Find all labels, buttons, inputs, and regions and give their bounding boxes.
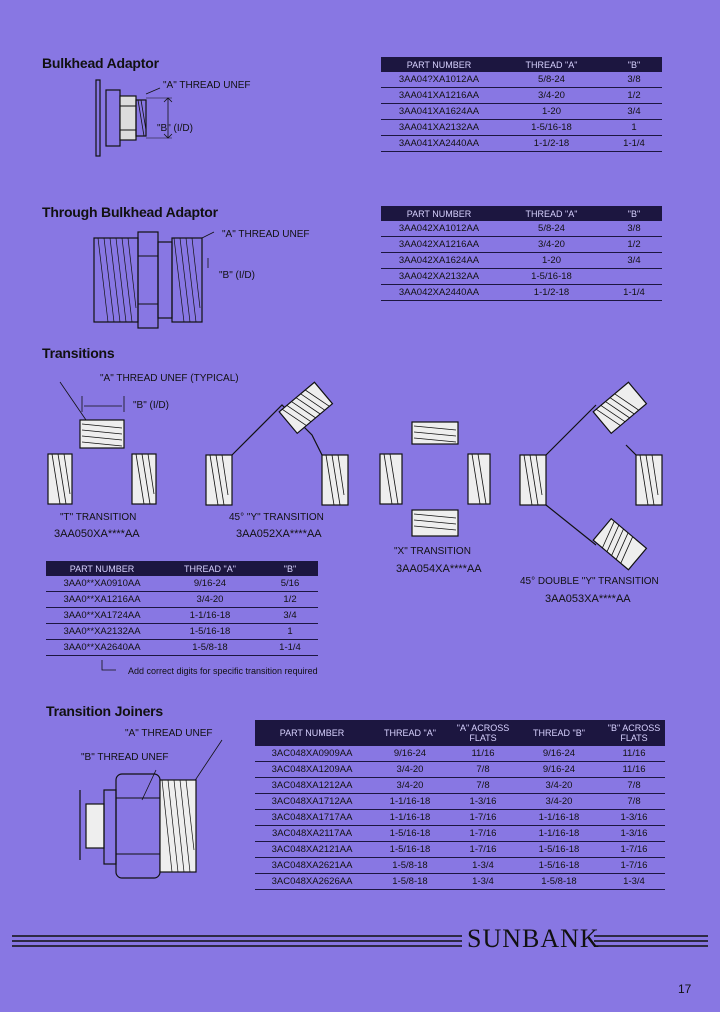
- table-row: [381, 221, 662, 237]
- table-cell: 1-1/4: [606, 136, 662, 152]
- table-cell: 1-1/4: [262, 640, 318, 656]
- table-cell: 11/16: [603, 746, 665, 762]
- table-cell: 3AA042XA1216AA: [381, 237, 497, 253]
- table-cell: 3AC048XA1717AA: [255, 810, 369, 826]
- table-header: THREAD "B": [515, 720, 603, 746]
- bulkhead-label-a: "A" THREAD UNEF: [163, 80, 251, 91]
- transitions-title: Transitions: [42, 345, 115, 361]
- table-cell: 3AA041XA2132AA: [381, 120, 497, 136]
- table-cell: 1-1/16-18: [369, 794, 451, 810]
- transitions-table: [46, 561, 318, 656]
- table-cell: 3/8: [606, 72, 662, 88]
- transitions-label-a: "A" THREAD UNEF (TYPICAL): [100, 373, 239, 384]
- table-cell: 1-3/16: [451, 794, 515, 810]
- bulkhead-label-b: "B" (I/D): [157, 123, 193, 134]
- table-row: [255, 762, 665, 778]
- x-transition-name: "X" TRANSITION: [394, 546, 471, 557]
- x-transition-part: 3AA054XA****AA: [396, 563, 482, 575]
- y-transition-name: 45° "Y" TRANSITION: [229, 512, 324, 523]
- table-cell: 3AA04?XA1012AA: [381, 72, 497, 88]
- table-cell: 1-3/4: [451, 858, 515, 874]
- table-row: [381, 120, 662, 136]
- table-cell: 3/4-20: [497, 237, 606, 253]
- x-transition-drawing: [378, 420, 498, 545]
- table-cell: 1-5/16-18: [497, 269, 606, 285]
- table-cell: 3/4: [606, 104, 662, 120]
- table-cell: 3/4-20: [369, 778, 451, 794]
- through-bulkhead-label-a: "A" THREAD UNEF: [222, 229, 310, 240]
- double-y-transition-drawing: [516, 385, 666, 575]
- table-row: [255, 858, 665, 874]
- table-cell: 11/16: [603, 762, 665, 778]
- table-header: "B": [606, 206, 662, 221]
- table-cell: 1-1/2-18: [497, 285, 606, 301]
- table-cell: 1-7/16: [451, 826, 515, 842]
- table-cell: 1-5/8-18: [369, 858, 451, 874]
- table-cell: 5/16: [262, 576, 318, 592]
- table-row: [46, 640, 318, 656]
- table-cell: 7/8: [603, 778, 665, 794]
- table-row: [381, 72, 662, 88]
- table-cell: 3AC048XA1209AA: [255, 762, 369, 778]
- table-cell: 1-5/16-18: [369, 842, 451, 858]
- table-cell: 1-1/4: [606, 285, 662, 301]
- table-cell: 1-5/16-18: [515, 858, 603, 874]
- transitions-note: Add correct digits for specific transition required: [128, 666, 318, 676]
- y-transition-part: 3AA052XA****AA: [236, 528, 322, 540]
- table-cell: 3AA041XA1216AA: [381, 88, 497, 104]
- table-cell: 9/16-24: [515, 762, 603, 778]
- table-header: PART NUMBER: [381, 57, 497, 72]
- table-header: THREAD "A": [369, 720, 451, 746]
- table-row: [46, 624, 318, 640]
- table-cell: 1-5/8-18: [158, 640, 262, 656]
- table-cell: 3AC048XA2621AA: [255, 858, 369, 874]
- y-transition-drawing: [202, 385, 352, 510]
- table-cell: 3/4: [262, 608, 318, 624]
- table-row: [255, 874, 665, 890]
- table-cell: 7/8: [451, 778, 515, 794]
- t-transition-name: "T" TRANSITION: [60, 512, 137, 523]
- t-transition-part: 3AA050XA****AA: [54, 528, 140, 540]
- table-cell: 1-7/16: [603, 858, 665, 874]
- table-cell: 1-5/16-18: [515, 842, 603, 858]
- table-cell: 1-1/16-18: [515, 810, 603, 826]
- table-cell: 3/4-20: [369, 762, 451, 778]
- table-row: [381, 253, 662, 269]
- table-cell: 1: [262, 624, 318, 640]
- table-row: [255, 810, 665, 826]
- table-row: [255, 826, 665, 842]
- table-cell: 1-1/2-18: [497, 136, 606, 152]
- table-cell: 1-3/4: [451, 874, 515, 890]
- table-cell: 3AA0**XA2132AA: [46, 624, 158, 640]
- table-cell: 1-5/8-18: [515, 874, 603, 890]
- table-row: [255, 794, 665, 810]
- table-header: "B": [262, 561, 318, 576]
- table-row: [255, 746, 665, 762]
- through-bulkhead-drawing: [90, 228, 220, 338]
- table-cell: 5/8-24: [497, 221, 606, 237]
- table-cell: 1-1/16-18: [369, 810, 451, 826]
- joiners-title: Transition Joiners: [46, 703, 163, 719]
- table-row: [381, 104, 662, 120]
- table-row: [381, 237, 662, 253]
- table-cell: 3AA042XA1624AA: [381, 253, 497, 269]
- table-cell: 1-1/16-18: [158, 608, 262, 624]
- table-cell: 3AA042XA2440AA: [381, 285, 497, 301]
- table-row: [381, 269, 662, 285]
- bulkhead-table: [381, 57, 662, 152]
- table-cell: 9/16-24: [369, 746, 451, 762]
- table-row: [381, 88, 662, 104]
- table-cell: 1: [606, 120, 662, 136]
- table-cell: 3/4-20: [515, 778, 603, 794]
- table-header: THREAD "A": [497, 206, 606, 221]
- table-cell: 1-3/16: [603, 810, 665, 826]
- table-cell: 7/8: [451, 762, 515, 778]
- table-cell: 3AA0**XA2640AA: [46, 640, 158, 656]
- table-header: "B" ACROSS FLATS: [603, 720, 665, 746]
- note-arrow-icon: [100, 660, 120, 674]
- table-cell: 1-5/8-18: [369, 874, 451, 890]
- through-bulkhead-table: [381, 206, 662, 301]
- table-cell: 1-1/16-18: [515, 826, 603, 842]
- table-cell: 3AA042XA2132AA: [381, 269, 497, 285]
- table-cell: 3AA0**XA1724AA: [46, 608, 158, 624]
- table-cell: 3AA041XA1624AA: [381, 104, 497, 120]
- table-row: [381, 285, 662, 301]
- table-header: "B": [606, 57, 662, 72]
- t-transition-drawing: [46, 390, 158, 510]
- footer-rule: [12, 930, 712, 960]
- table-cell: 1-7/16: [603, 842, 665, 858]
- table-header: PART NUMBER: [46, 561, 158, 576]
- table-cell: 3/4-20: [158, 592, 262, 608]
- bulkhead-title: Bulkhead Adaptor: [42, 55, 159, 71]
- table-cell: 1/2: [606, 237, 662, 253]
- brand-logo: SUNBANK: [467, 924, 600, 953]
- table-header: "A" ACROSS FLATS: [451, 720, 515, 746]
- table-cell: 1-7/16: [451, 842, 515, 858]
- table-cell: 9/16-24: [515, 746, 603, 762]
- table-cell: 3AA0**XA0910AA: [46, 576, 158, 592]
- table-cell: 3/4-20: [515, 794, 603, 810]
- table-header: PART NUMBER: [255, 720, 369, 746]
- table-cell: 1-3/4: [603, 874, 665, 890]
- table-header: THREAD "A": [158, 561, 262, 576]
- joiners-label-a: "A" THREAD UNEF: [125, 728, 213, 739]
- table-cell: 1-5/16-18: [497, 120, 606, 136]
- table-cell: 1/2: [262, 592, 318, 608]
- table-cell: 1/2: [606, 88, 662, 104]
- transitions-label-b: "B" (I/D): [133, 400, 169, 411]
- table-cell: 1-5/16-18: [158, 624, 262, 640]
- table-cell: 3/4: [606, 253, 662, 269]
- page-number: 17: [678, 982, 692, 996]
- table-cell: 3AC048XA1712AA: [255, 794, 369, 810]
- table-row: [46, 576, 318, 592]
- table-row: [46, 592, 318, 608]
- table-cell: 1-5/16-18: [369, 826, 451, 842]
- table-row: [381, 136, 662, 152]
- through-bulkhead-label-b: "B" (I/D): [219, 270, 255, 281]
- table-cell: 3/8: [606, 221, 662, 237]
- table-cell: 3/4-20: [497, 88, 606, 104]
- table-cell: 3AC048XA2121AA: [255, 842, 369, 858]
- table-header: THREAD "A": [497, 57, 606, 72]
- table-row: [46, 608, 318, 624]
- table-cell: [606, 269, 662, 285]
- table-cell: 3AA041XA2440AA: [381, 136, 497, 152]
- table-cell: 7/8: [603, 794, 665, 810]
- double-y-transition-part: 3AA053XA****AA: [545, 593, 631, 605]
- joiners-table: [255, 720, 665, 890]
- table-cell: 3AC048XA2626AA: [255, 874, 369, 890]
- table-row: [255, 842, 665, 858]
- table-cell: 1-20: [497, 104, 606, 120]
- table-cell: 11/16: [451, 746, 515, 762]
- table-cell: 3AC048XA0909AA: [255, 746, 369, 762]
- through-bulkhead-title: Through Bulkhead Adaptor: [42, 204, 218, 220]
- table-header: PART NUMBER: [381, 206, 497, 221]
- table-cell: 3AC048XA2117AA: [255, 826, 369, 842]
- table-cell: 1-20: [497, 253, 606, 269]
- table-cell: 1-7/16: [451, 810, 515, 826]
- transition-joiner-drawing: [72, 760, 212, 885]
- joiners-label-b: "B" THREAD UNEF: [81, 752, 169, 763]
- table-cell: 1-3/16: [603, 826, 665, 842]
- table-cell: 3AA042XA1012AA: [381, 221, 497, 237]
- table-cell: 3AA0**XA1216AA: [46, 592, 158, 608]
- table-cell: 3AC048XA1212AA: [255, 778, 369, 794]
- table-cell: 9/16-24: [158, 576, 262, 592]
- table-cell: 5/8-24: [497, 72, 606, 88]
- table-row: [255, 778, 665, 794]
- double-y-transition-name: 45° DOUBLE "Y" TRANSITION: [520, 576, 659, 587]
